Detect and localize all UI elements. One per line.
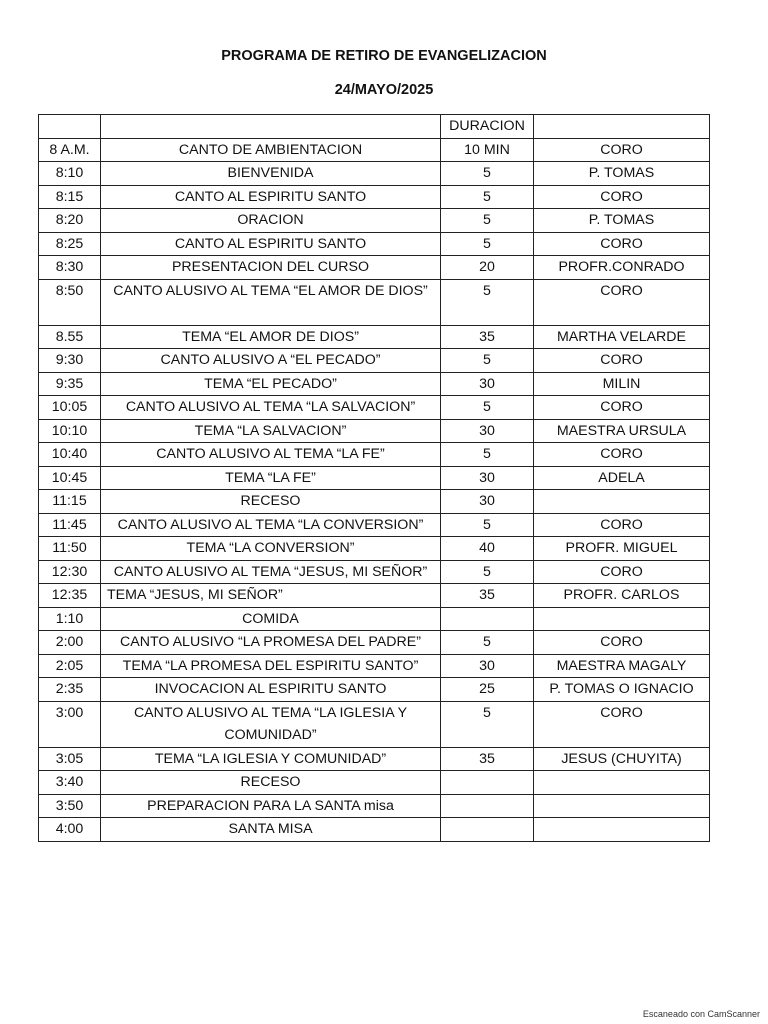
header-activity xyxy=(101,115,441,139)
table-row xyxy=(39,256,710,280)
table-row xyxy=(39,466,710,490)
scanner-footer: Escaneado con CamScanner xyxy=(642,1009,760,1019)
table-row xyxy=(39,560,710,584)
row-activity: TEMA “LA PROMESA DEL ESPIRITU SANTO” xyxy=(101,654,441,678)
row-time: 8 A.M. xyxy=(39,138,101,162)
row-time: 10:10 xyxy=(39,419,101,443)
row-time: 10:45 xyxy=(39,466,101,490)
table-header-row xyxy=(39,115,710,139)
row-responsible: P. TOMAS O IGNACIO xyxy=(534,678,710,702)
row-time: 3:50 xyxy=(39,794,101,818)
row-activity: TEMA “LA IGLESIA Y COMUNIDAD” xyxy=(101,747,441,771)
row-responsible: ADELA xyxy=(534,466,710,490)
table-row xyxy=(39,537,710,561)
document-date: 24/MAYO/2025 xyxy=(334,82,434,98)
row-time: 8.55 xyxy=(39,325,101,349)
row-duration: 30 xyxy=(441,466,534,490)
row-activity: CANTO AL ESPIRITU SANTO xyxy=(101,185,441,209)
row-responsible: MAESTRA URSULA xyxy=(534,419,710,443)
row-duration: 5 xyxy=(441,162,534,186)
row-time: 2:35 xyxy=(39,678,101,702)
row-responsible: MARTHA VELARDE xyxy=(534,325,710,349)
row-duration xyxy=(441,607,534,631)
row-duration: 10 MIN xyxy=(441,138,534,162)
row-duration: 35 xyxy=(441,325,534,349)
table-row xyxy=(39,654,710,678)
row-time: 8:50 xyxy=(39,279,101,325)
row-responsible: CORO xyxy=(534,279,710,325)
row-responsible: CORO xyxy=(534,513,710,537)
table-row xyxy=(39,678,710,702)
row-time: 3:40 xyxy=(39,771,101,795)
row-duration: 25 xyxy=(441,678,534,702)
row-duration: 5 xyxy=(441,279,534,325)
row-duration: 30 xyxy=(441,372,534,396)
row-responsible: CORO xyxy=(534,631,710,655)
row-responsible: MILIN xyxy=(534,372,710,396)
row-activity: TEMA “LA SALVACION” xyxy=(101,419,441,443)
row-responsible xyxy=(534,490,710,514)
row-activity: PRESENTACION DEL CURSO xyxy=(101,256,441,280)
row-activity: TEMA “LA CONVERSION” xyxy=(101,537,441,561)
row-activity: TEMA “EL PECADO” xyxy=(101,372,441,396)
header-responsible xyxy=(534,115,710,139)
table-row xyxy=(39,607,710,631)
row-activity: ORACION xyxy=(101,209,441,233)
row-time: 12:30 xyxy=(39,560,101,584)
table-row xyxy=(39,325,710,349)
row-time: 3:05 xyxy=(39,747,101,771)
row-responsible: P. TOMAS xyxy=(534,209,710,233)
row-time: 12:35 xyxy=(39,584,101,608)
table-row xyxy=(39,584,710,608)
table-row xyxy=(39,771,710,795)
row-activity: CANTO ALUSIVO AL TEMA “EL AMOR DE DIOS” xyxy=(101,279,441,325)
row-time: 11:15 xyxy=(39,490,101,514)
row-activity: CANTO DE AMBIENTACION xyxy=(101,138,441,162)
row-duration: 5 xyxy=(441,349,534,373)
row-responsible: MAESTRA MAGALY xyxy=(534,654,710,678)
row-responsible: JESUS (CHUYITA) xyxy=(534,747,710,771)
row-time: 9:35 xyxy=(39,372,101,396)
row-activity: CANTO ALUSIVO “LA PROMESA DEL PADRE” xyxy=(101,631,441,655)
row-time: 8:15 xyxy=(39,185,101,209)
row-activity: BIENVENIDA xyxy=(101,162,441,186)
table-row xyxy=(39,631,710,655)
table-row xyxy=(39,349,710,373)
row-responsible: CORO xyxy=(534,185,710,209)
table-row xyxy=(39,372,710,396)
row-duration: 30 xyxy=(441,490,534,514)
row-activity: CANTO AL ESPIRITU SANTO xyxy=(101,232,441,256)
row-activity: CANTO ALUSIVO AL TEMA “LA SALVACION” xyxy=(101,396,441,420)
row-activity: RECESO xyxy=(101,771,441,795)
row-time: 9:30 xyxy=(39,349,101,373)
row-duration xyxy=(441,818,534,842)
row-time: 8:30 xyxy=(39,256,101,280)
row-activity: CANTO ALUSIVO AL TEMA “LA CONVERSION” xyxy=(101,513,441,537)
table-row xyxy=(39,701,710,747)
table-row xyxy=(39,209,710,233)
row-time: 10:05 xyxy=(39,396,101,420)
row-duration: 5 xyxy=(441,443,534,467)
row-responsible xyxy=(534,818,710,842)
row-duration: 5 xyxy=(441,701,534,747)
table-row xyxy=(39,513,710,537)
row-responsible: PROFR. MIGUEL xyxy=(534,537,710,561)
row-time: 8:25 xyxy=(39,232,101,256)
row-responsible: P. TOMAS xyxy=(534,162,710,186)
row-responsible xyxy=(534,771,710,795)
table-row xyxy=(39,490,710,514)
row-responsible: PROFR. CARLOS xyxy=(534,584,710,608)
row-time: 2:00 xyxy=(39,631,101,655)
row-responsible: CORO xyxy=(534,701,710,747)
row-duration: 5 xyxy=(441,631,534,655)
row-time: 8:10 xyxy=(39,162,101,186)
row-duration: 35 xyxy=(441,584,534,608)
row-time: 1:10 xyxy=(39,607,101,631)
row-time: 3:00 xyxy=(39,701,101,747)
row-time: 11:50 xyxy=(39,537,101,561)
row-responsible: CORO xyxy=(534,396,710,420)
row-time: 11:45 xyxy=(39,513,101,537)
row-duration: 40 xyxy=(441,537,534,561)
table-row xyxy=(39,419,710,443)
row-activity: RECESO xyxy=(101,490,441,514)
header-time xyxy=(39,115,101,139)
row-responsible: CORO xyxy=(534,138,710,162)
row-duration: 5 xyxy=(441,232,534,256)
table-row xyxy=(39,138,710,162)
row-duration: 5 xyxy=(441,560,534,584)
row-duration: 5 xyxy=(441,209,534,233)
table-row xyxy=(39,747,710,771)
row-activity: INVOCACION AL ESPIRITU SANTO xyxy=(101,678,441,702)
row-activity: PREPARACION PARA LA SANTA misa xyxy=(101,794,441,818)
row-duration: 30 xyxy=(441,654,534,678)
row-duration: 5 xyxy=(441,185,534,209)
row-duration: 20 xyxy=(441,256,534,280)
table-row xyxy=(39,232,710,256)
row-responsible: CORO xyxy=(534,349,710,373)
schedule-body xyxy=(39,115,710,842)
table-row xyxy=(39,818,710,842)
row-activity: TEMA “EL AMOR DE DIOS” xyxy=(101,325,441,349)
row-duration xyxy=(441,771,534,795)
row-time: 8:20 xyxy=(39,209,101,233)
document-title: PROGRAMA DE RETIRO DE EVANGELIZACION xyxy=(221,48,547,64)
table-row xyxy=(39,185,710,209)
table-row xyxy=(39,162,710,186)
row-responsible: PROFR.CONRADO xyxy=(534,256,710,280)
row-activity: TEMA “JESUS, MI SEÑOR” xyxy=(101,584,441,608)
row-time: 2:05 xyxy=(39,654,101,678)
row-activity: SANTA MISA xyxy=(101,818,441,842)
row-responsible: CORO xyxy=(534,560,710,584)
table-row xyxy=(39,794,710,818)
header-duration: DURACION xyxy=(441,115,534,139)
row-duration: 5 xyxy=(441,396,534,420)
row-responsible xyxy=(534,794,710,818)
schedule-table xyxy=(38,114,710,842)
row-responsible xyxy=(534,607,710,631)
row-time: 4:00 xyxy=(39,818,101,842)
row-duration xyxy=(441,794,534,818)
row-activity: CANTO ALUSIVO AL TEMA “JESUS, MI SEÑOR” xyxy=(101,560,441,584)
row-time: 10:40 xyxy=(39,443,101,467)
row-responsible: CORO xyxy=(534,232,710,256)
row-activity: CANTO ALUSIVO AL TEMA “LA FE” xyxy=(101,443,441,467)
table-row xyxy=(39,443,710,467)
row-activity: TEMA “LA FE” xyxy=(101,466,441,490)
row-activity: CANTO ALUSIVO A “EL PECADO” xyxy=(101,349,441,373)
row-duration: 35 xyxy=(441,747,534,771)
row-activity: CANTO ALUSIVO AL TEMA “LA IGLESIA Y COMUNIDAD” xyxy=(101,701,441,747)
row-activity: COMIDA xyxy=(101,607,441,631)
row-responsible: CORO xyxy=(534,443,710,467)
table-row xyxy=(39,279,710,325)
row-duration: 5 xyxy=(441,513,534,537)
row-duration: 30 xyxy=(441,419,534,443)
table-row xyxy=(39,396,710,420)
